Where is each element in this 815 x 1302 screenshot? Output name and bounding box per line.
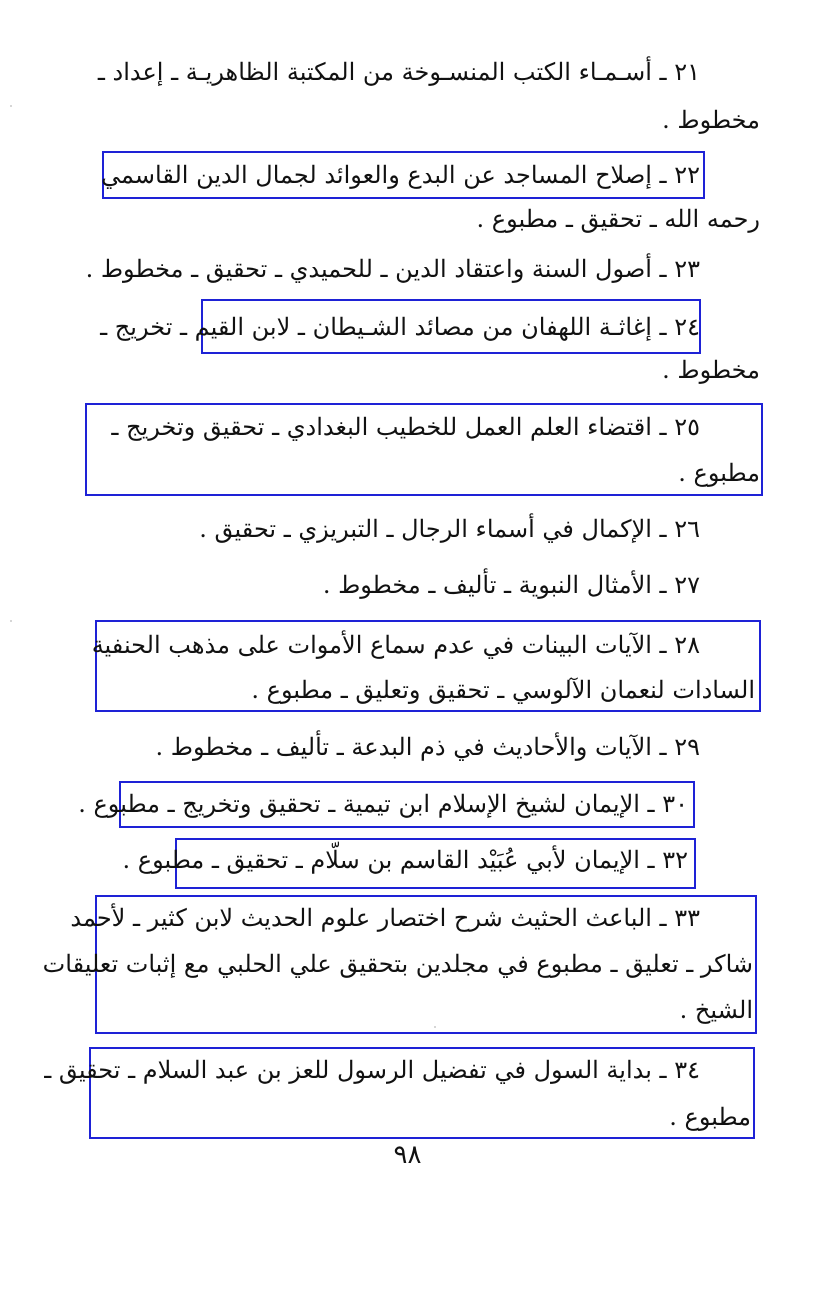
entry-27-line-1: ٢٧ ـ الأمثال النبوية ـ تأليف ـ مخطوط . (322, 571, 700, 599)
scan-speck (10, 105, 12, 107)
entry-33-line-3: الشيخ . (679, 996, 753, 1024)
entry-33-line-1: ٣٣ ـ الباعث الحثيث شرح اختصار علوم الحديث لابن كثير ـ لأحمد (70, 904, 700, 932)
entry-21-line-2: مخطوط . (662, 106, 760, 134)
entry-29-line-1: ٢٩ ـ الآيات والأحاديث في ذم البدعة ـ تأليف ـ مخطوط . (155, 733, 700, 761)
page-number: ٩٨ (393, 1140, 422, 1170)
entry-34-line-2: مطبوع . (669, 1103, 751, 1131)
entry-26-line-1: ٢٦ ـ الإكمال في أسماء الرجال ـ التبريزي ـ تحقيق . (199, 515, 700, 543)
entry-22-line-2: رحمه الله ـ تحقيق ـ مطبوع . (476, 205, 760, 233)
entry-28-line-1: ٢٨ ـ الآيات البينات في عدم سماع الأموات على مذهب الحنفية (91, 631, 700, 659)
entry-33-line-2: شاكر ـ تعليق ـ مطبوع في مجلدين بتحقيق علي الحلبي مع إثبات تعليقات (42, 950, 753, 978)
entry-21-line-1: ٢١ ـ أسـمـاء الكتب المنسـوخة من المكتبة الظاهريـة ـ إعداد ـ (97, 58, 700, 86)
entry-34-line-1: ٣٤ ـ بداية السول في تفضيل الرسول للعز بن عبد السلام ـ تحقيق ـ (44, 1056, 700, 1084)
entry-25-line-2: مطبوع . (678, 459, 760, 487)
entry-23-line-1: ٢٣ ـ أصول السنة واعتقاد الدين ـ للحميدي ـ تحقيق ـ مخطوط . (85, 255, 700, 283)
entry-24-line-1: ٢٤ ـ إغاثـة اللهفان من مصائد الشـيطان ـ لابن القيم ـ تخريج ـ (100, 313, 700, 341)
entry-32-line-1: ٣٢ ـ الإيمان لأبي عُبَيْد القاسم بن سلّام ـ تحقيق ـ مطبوع . (122, 846, 688, 874)
entry-30-line-1: ٣٠ ـ الإيمان لشيخ الإسلام ابن تيمية ـ تحقيق وتخريج ـ مطبوع . (78, 790, 688, 818)
entry-25-line-1: ٢٥ ـ اقتضاء العلم العمل للخطيب البغدادي ـ تحقيق وتخريج ـ (111, 413, 700, 441)
entry-24-line-2: مخطوط . (662, 356, 760, 384)
entry-28-line-2: السادات لنعمان الآلوسي ـ تحقيق وتعليق ـ مطبوع . (251, 676, 755, 704)
entry-22-line-1: ٢٢ ـ إصلاح المساجد عن البدع والعوائد لجمال الدين القاسمي (101, 161, 700, 189)
scan-speck (10, 620, 12, 622)
